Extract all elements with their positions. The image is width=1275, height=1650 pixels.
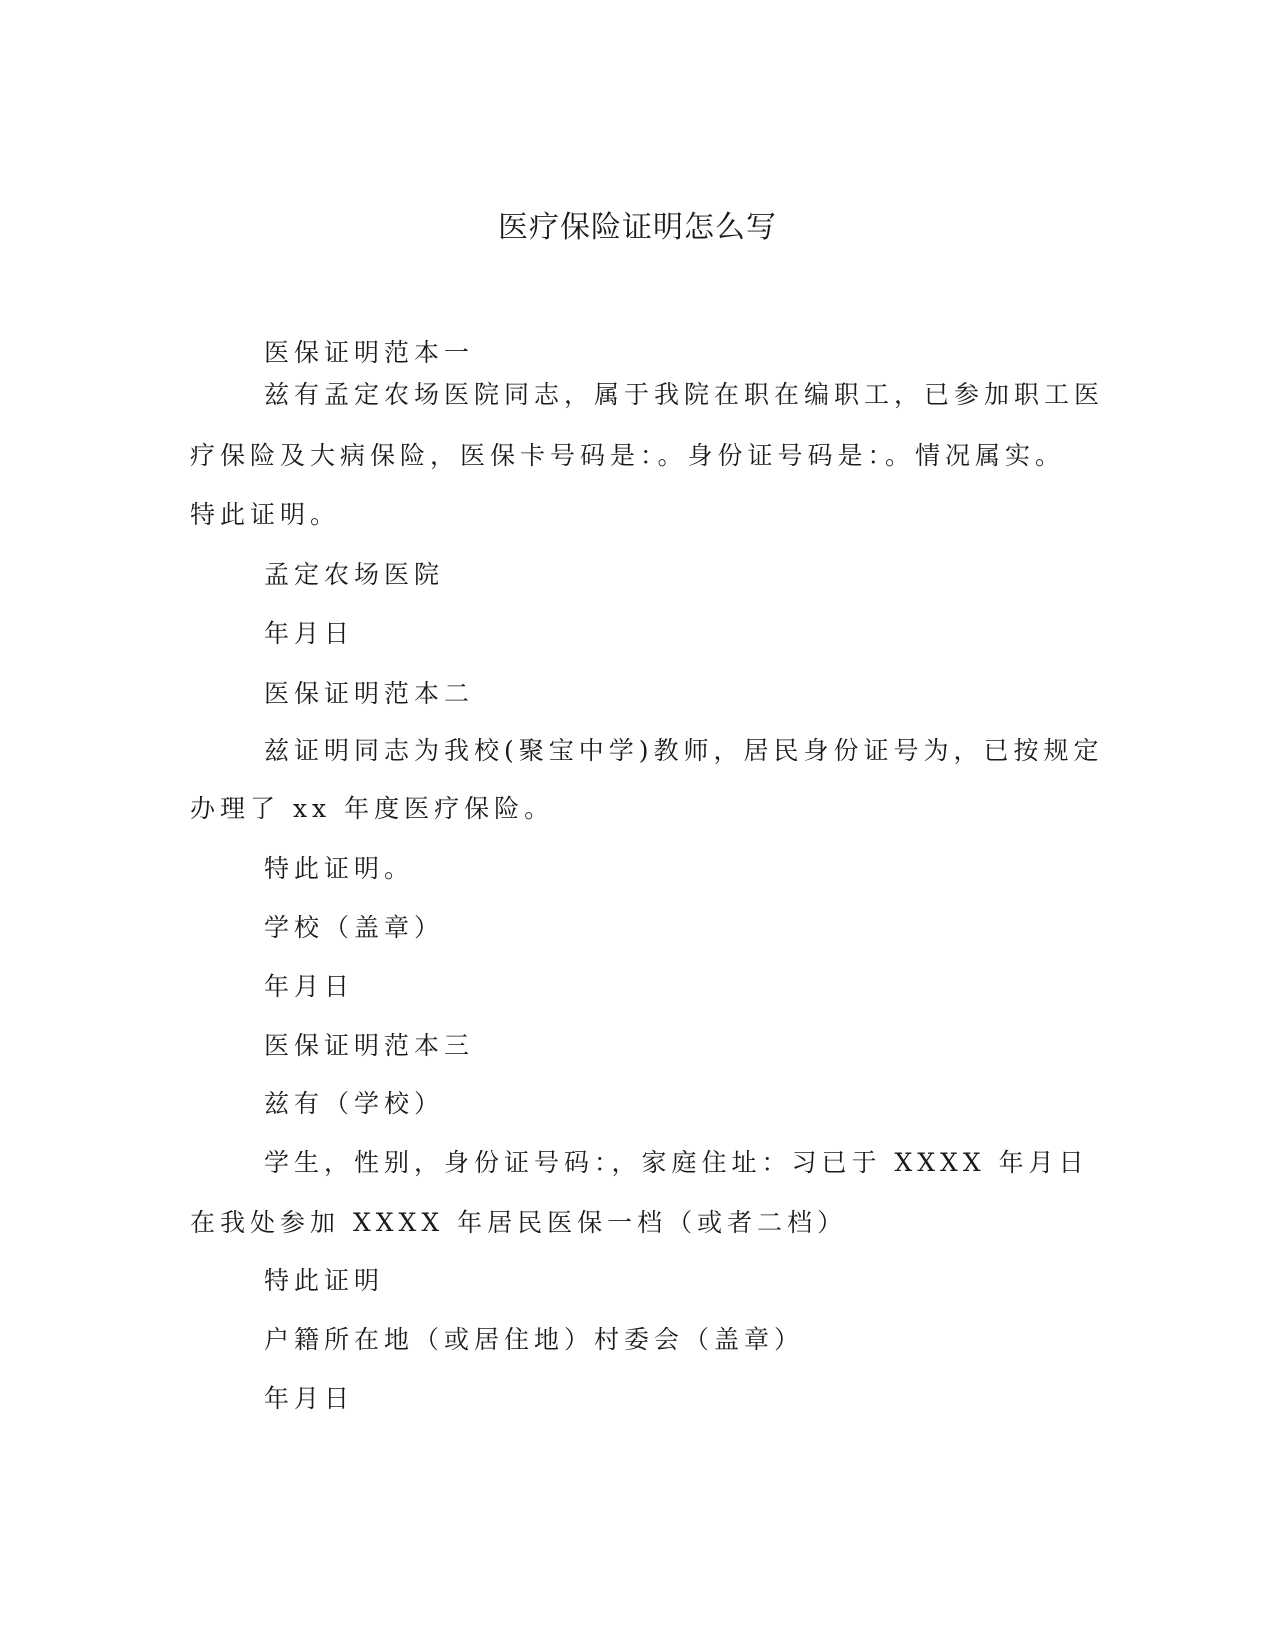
section-heading-2: 医保证明范本二 — [264, 679, 475, 708]
paragraph-line: 兹有（学校） — [264, 1089, 445, 1118]
document-title: 医疗保险证明怎么写 — [498, 210, 777, 245]
paragraph-line: 在我处参加 XXXX 年居民医保一档（或者二档） — [190, 1208, 848, 1237]
section-heading-3: 医保证明范本三 — [264, 1031, 475, 1060]
signature-org: 户籍所在地（或居住地）村委会（盖章） — [264, 1325, 805, 1354]
paragraph-line: 学生，性别，身份证号码：，家庭住址：习已于 XXXX 年月日 — [264, 1148, 1089, 1177]
paragraph-line: 兹证明同志为我校(聚宝中学)教师，居民身份证号为，已按规定 — [264, 736, 1104, 765]
paragraph-line: 办理了 xx 年度医疗保险。 — [190, 794, 555, 823]
date-line: 年月日 — [264, 619, 355, 648]
paragraph-line: 兹有孟定农场医院同志，属于我院在职在编职工，已参加职工医 — [264, 380, 1105, 409]
paragraph-line: 疗保险及大病保险，医保卡号码是：。身份证号码是：。情况属实。 — [190, 441, 1066, 470]
section-heading-1: 医保证明范本一 — [264, 338, 475, 367]
date-line: 年月日 — [264, 1384, 355, 1413]
signature-org: 孟定农场医院 — [264, 560, 445, 589]
closing-line: 特此证明。 — [264, 854, 415, 883]
closing-line: 特此证明 — [264, 1266, 385, 1295]
date-line: 年月日 — [264, 972, 355, 1001]
signature-org: 学校（盖章） — [264, 913, 445, 942]
paragraph-line: 特此证明。 — [190, 500, 341, 529]
